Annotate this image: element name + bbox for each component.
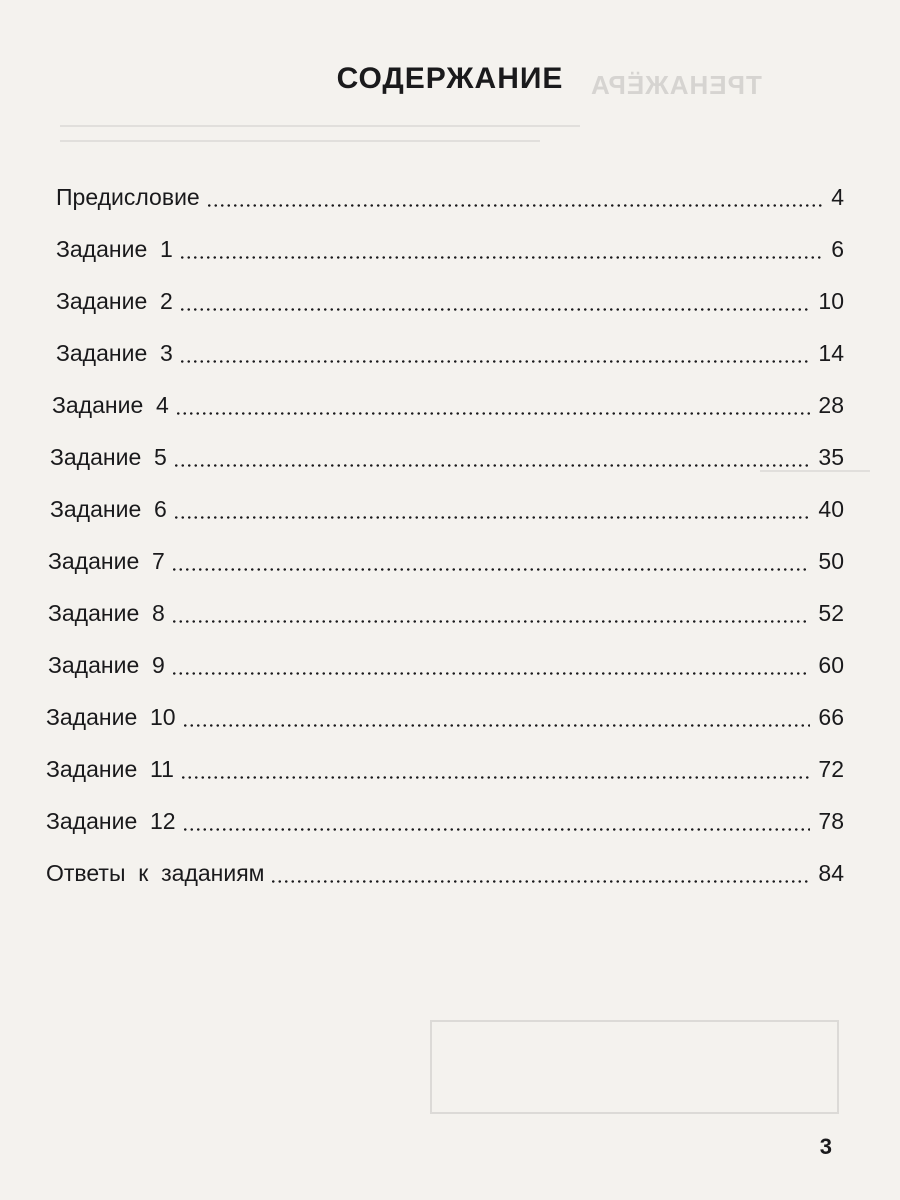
toc-entry-label: Предисловие (56, 184, 200, 210)
toc-entry (0, 804, 900, 838)
toc-entry (0, 544, 900, 578)
toc-entry-label: Задание 10 (46, 704, 176, 730)
reverse-side-line (60, 140, 540, 142)
toc-entry-page-number: 52 (818, 600, 844, 626)
toc-entry (0, 284, 900, 318)
toc-entry-page-number: 72 (818, 756, 844, 782)
toc-entry (0, 336, 900, 370)
toc-leader-dots (171, 620, 810, 623)
toc-leader-dots (171, 672, 810, 675)
toc-leader-dots (173, 464, 810, 467)
toc-entry (0, 700, 900, 734)
reverse-side-line (60, 125, 580, 127)
toc-leader-dots (179, 308, 810, 311)
reverse-side-table-bleed (430, 1020, 839, 1114)
toc-entry (0, 648, 900, 682)
toc-entry-page-number: 84 (818, 860, 844, 886)
toc-leader-dots (175, 412, 810, 415)
toc-leader-dots (173, 516, 810, 519)
toc-entry (0, 180, 900, 214)
toc-entry-page-number: 4 (831, 184, 844, 210)
toc-entry-page-number: 28 (818, 392, 844, 418)
toc-entry-page-number: 10 (818, 288, 844, 314)
toc-entry (0, 440, 900, 474)
toc-entry-page-number: 50 (818, 548, 844, 574)
toc-entry-label: Задание 2 (56, 288, 173, 314)
reverse-side-bleed: ТРЕНАЖЁРА (590, 70, 762, 100)
toc-leader-dots (180, 776, 810, 779)
toc-entry-label: Задание 7 (48, 548, 165, 574)
page-title: СОДЕРЖАНИЕ (336, 62, 564, 95)
toc-entry-label: Задание 5 (50, 444, 167, 470)
toc-entry (0, 388, 900, 422)
toc-entry-label: Задание 1 (56, 236, 173, 262)
toc-entry-label: Задание 8 (48, 600, 165, 626)
toc-entry-label: Задание 3 (56, 340, 173, 366)
toc-entry-page-number: 66 (818, 704, 844, 730)
toc-entry-page-number: 6 (831, 236, 844, 262)
page-number: 3 (819, 1134, 832, 1159)
toc-entry (0, 492, 900, 526)
toc-entry-page-number: 35 (818, 444, 844, 470)
toc-entry (0, 232, 900, 266)
toc-entry (0, 752, 900, 786)
toc-entry-label: Задание 4 (52, 392, 169, 418)
toc-entry (0, 596, 900, 630)
toc-leader-dots (206, 204, 823, 207)
toc-leader-dots (182, 828, 810, 831)
toc-entry-label: Задание 12 (46, 808, 176, 834)
toc-leader-dots (270, 880, 810, 883)
toc-entry-label: Ответы к заданиям (46, 860, 265, 886)
toc-entry-page-number: 78 (818, 808, 844, 834)
toc-leader-dots (171, 568, 810, 571)
toc-entry (0, 856, 900, 890)
toc-leader-dots (182, 724, 810, 727)
toc-entry-page-number: 60 (818, 652, 844, 678)
toc-leader-dots (179, 360, 810, 363)
toc-leader-dots (179, 256, 823, 259)
toc-entry-label: Задание 6 (50, 496, 167, 522)
toc-entry-label: Задание 9 (48, 652, 165, 678)
toc-entry-page-number: 40 (818, 496, 844, 522)
toc-entry-page-number: 14 (818, 340, 844, 366)
toc-entry-label: Задание 11 (46, 756, 174, 782)
